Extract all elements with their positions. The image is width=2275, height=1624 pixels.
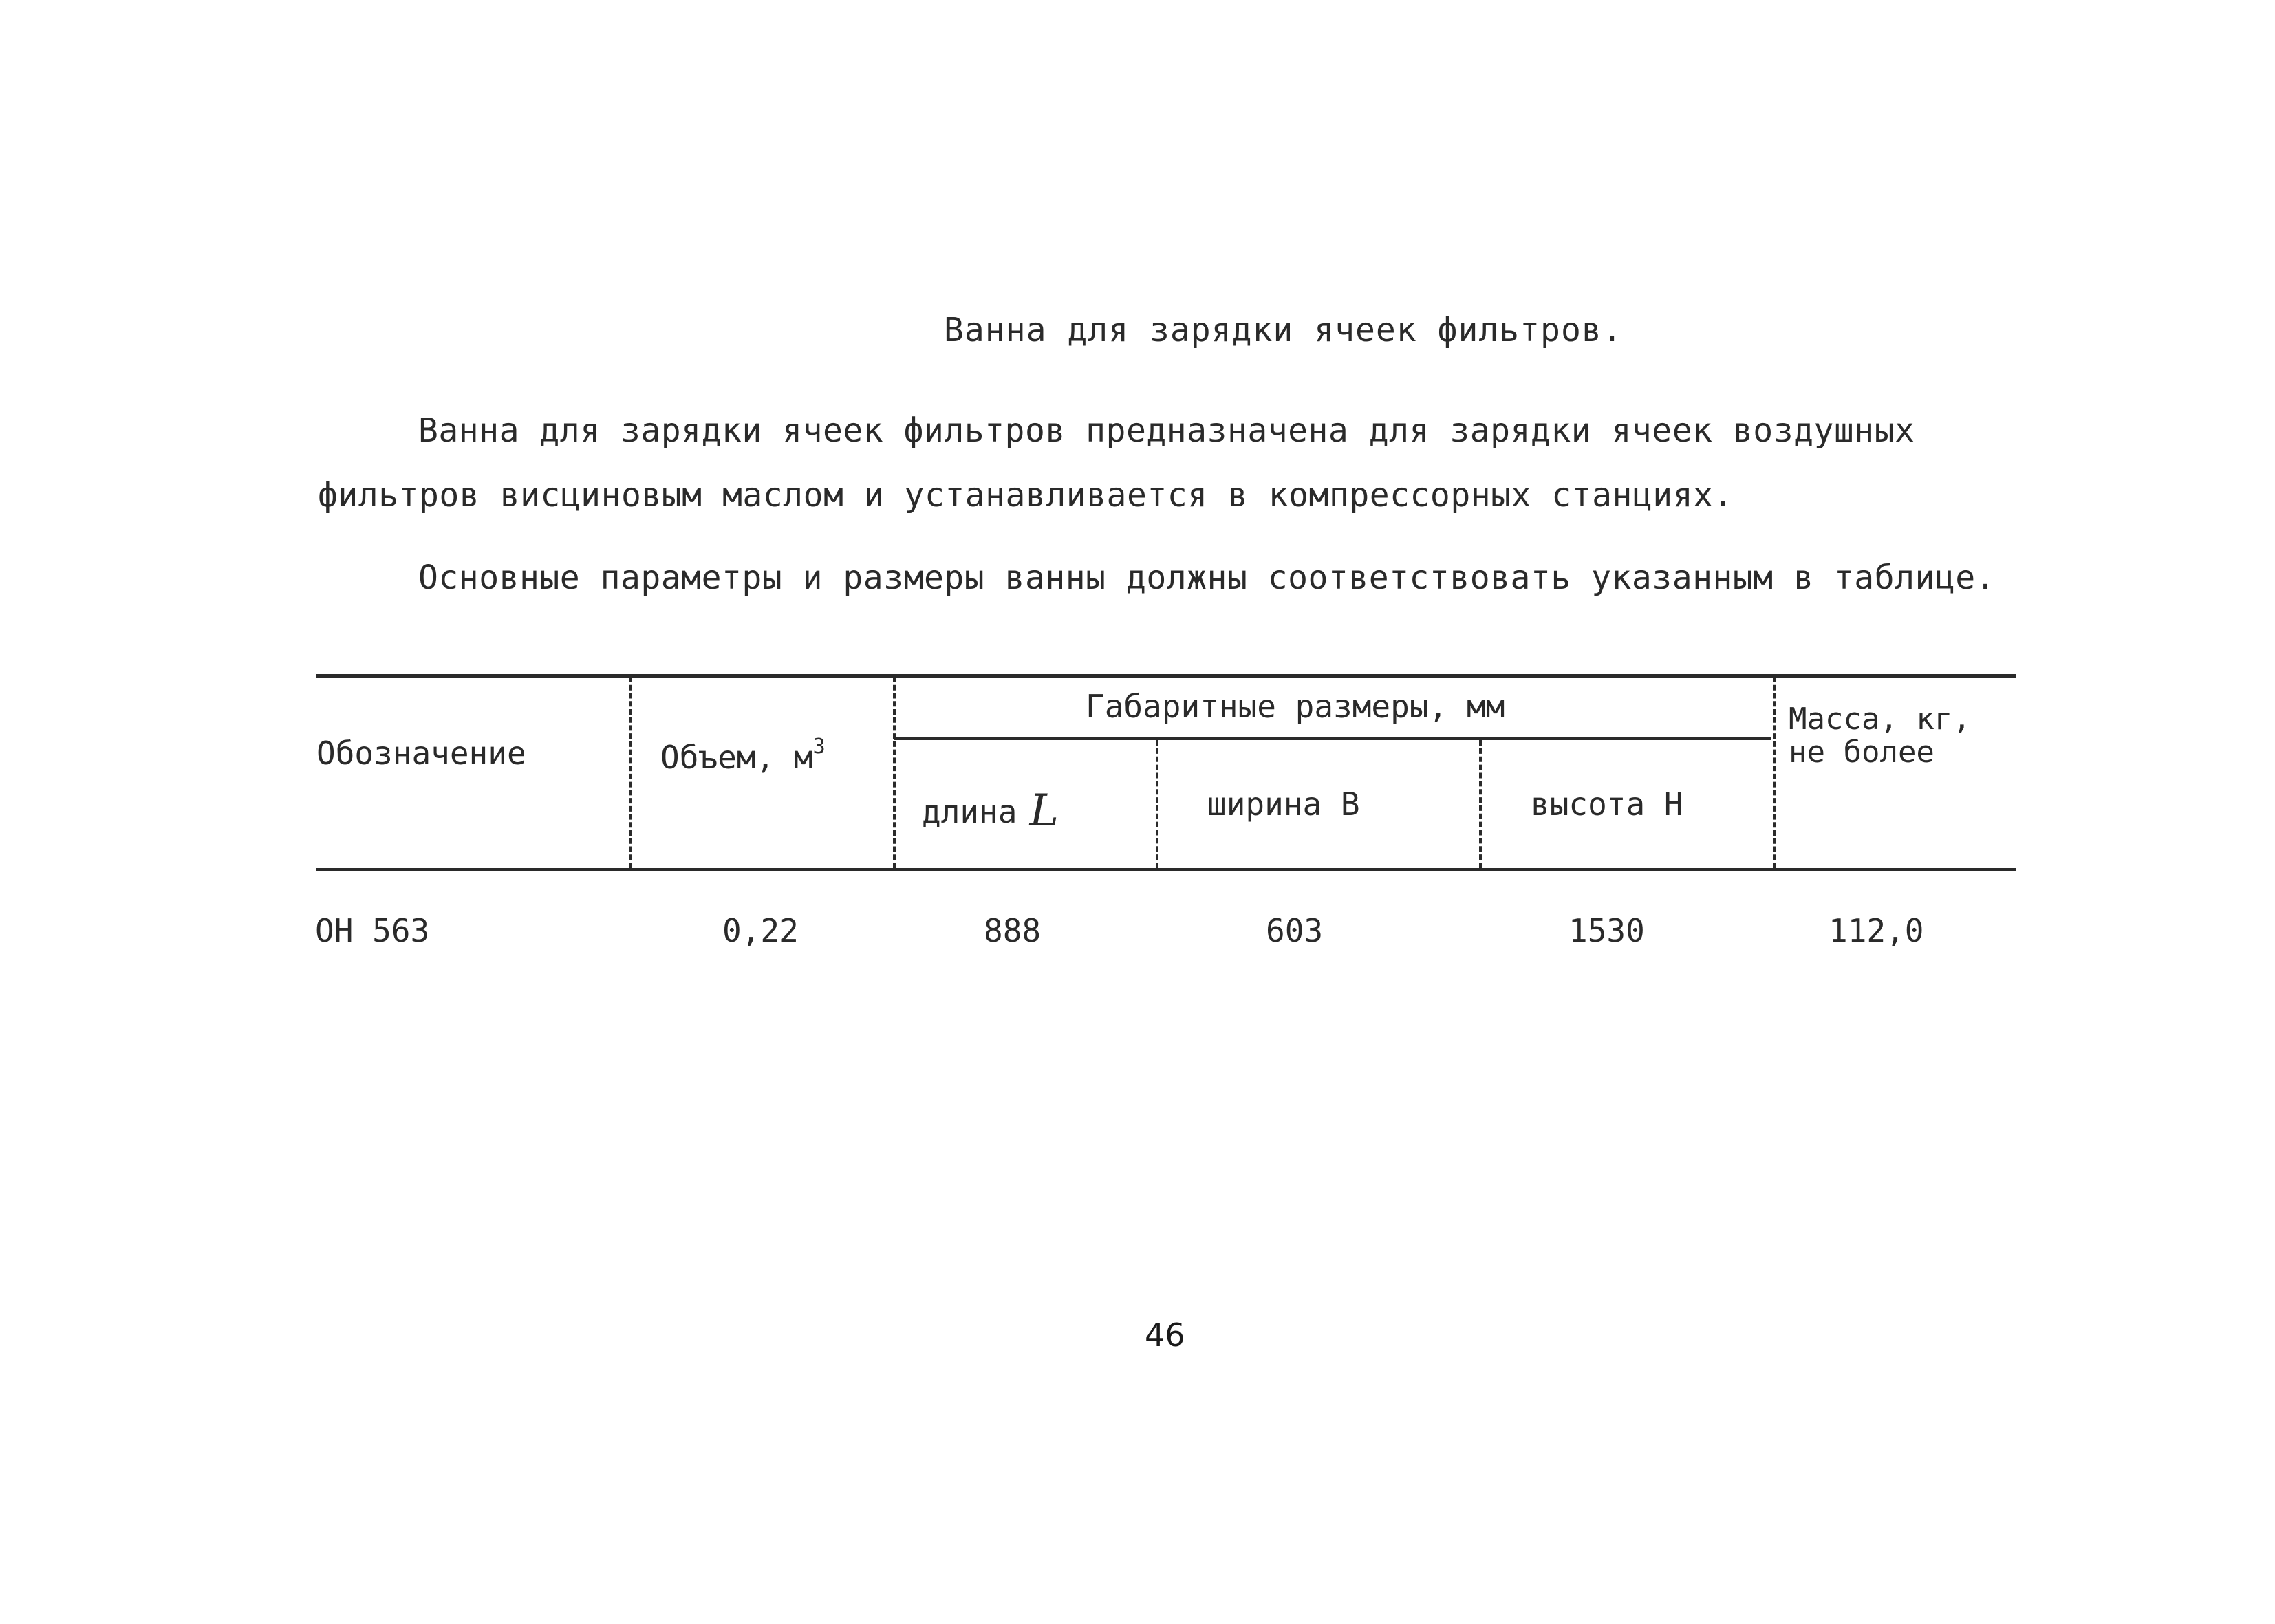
paragraph-1-line-2: фильтров висциновым маслом и устанавливается в компрессорных станциях. [318,476,1734,515]
header-length-symbol: L [1029,786,1059,836]
header-volume-label: Объем, м [660,739,813,776]
column-divider [1156,740,1158,868]
document-title: Ванна для зарядки ячеек фильтров. [944,311,1623,349]
table-header-bottom-rule [316,868,2016,871]
header-width: ширина В [1207,786,1360,823]
table-subheader-rule [894,737,1771,740]
cell-mass: 112,0 [1829,912,1924,949]
cell-designation: ОН 563 [315,912,430,949]
header-designation: Обозначение [316,735,526,772]
table-top-rule [316,674,2016,678]
header-mass [1789,703,1971,769]
header-length [922,786,1059,836]
cell-volume: 0,22 [722,912,799,949]
column-divider [1479,740,1482,868]
header-overall-dimensions: Габаритные размеры, мм [1086,688,1505,725]
header-mass-line-2: не более [1789,735,1934,770]
paragraph-1-line-1: Ванна для зарядки ячеек фильтров предназначена для зарядки ячеек воздушных [418,411,1915,450]
column-divider [893,677,896,868]
header-height: высота Н [1531,786,1683,823]
cell-length: 888 [984,912,1042,949]
header-mass-line-1: Масса, кг, [1789,702,1971,737]
header-length-label: длина [922,793,1017,830]
page-number: 46 [1145,1317,1185,1354]
paragraph-2: Основные параметры и размеры ванны должны соответствовать указанным в таблице. [418,559,1996,597]
column-divider [629,677,632,868]
cell-width: 603 [1266,912,1324,949]
cell-height: 1530 [1568,912,1645,949]
header-volume [660,735,826,776]
header-volume-superscript: 3 [812,735,826,759]
column-divider [1773,677,1776,868]
